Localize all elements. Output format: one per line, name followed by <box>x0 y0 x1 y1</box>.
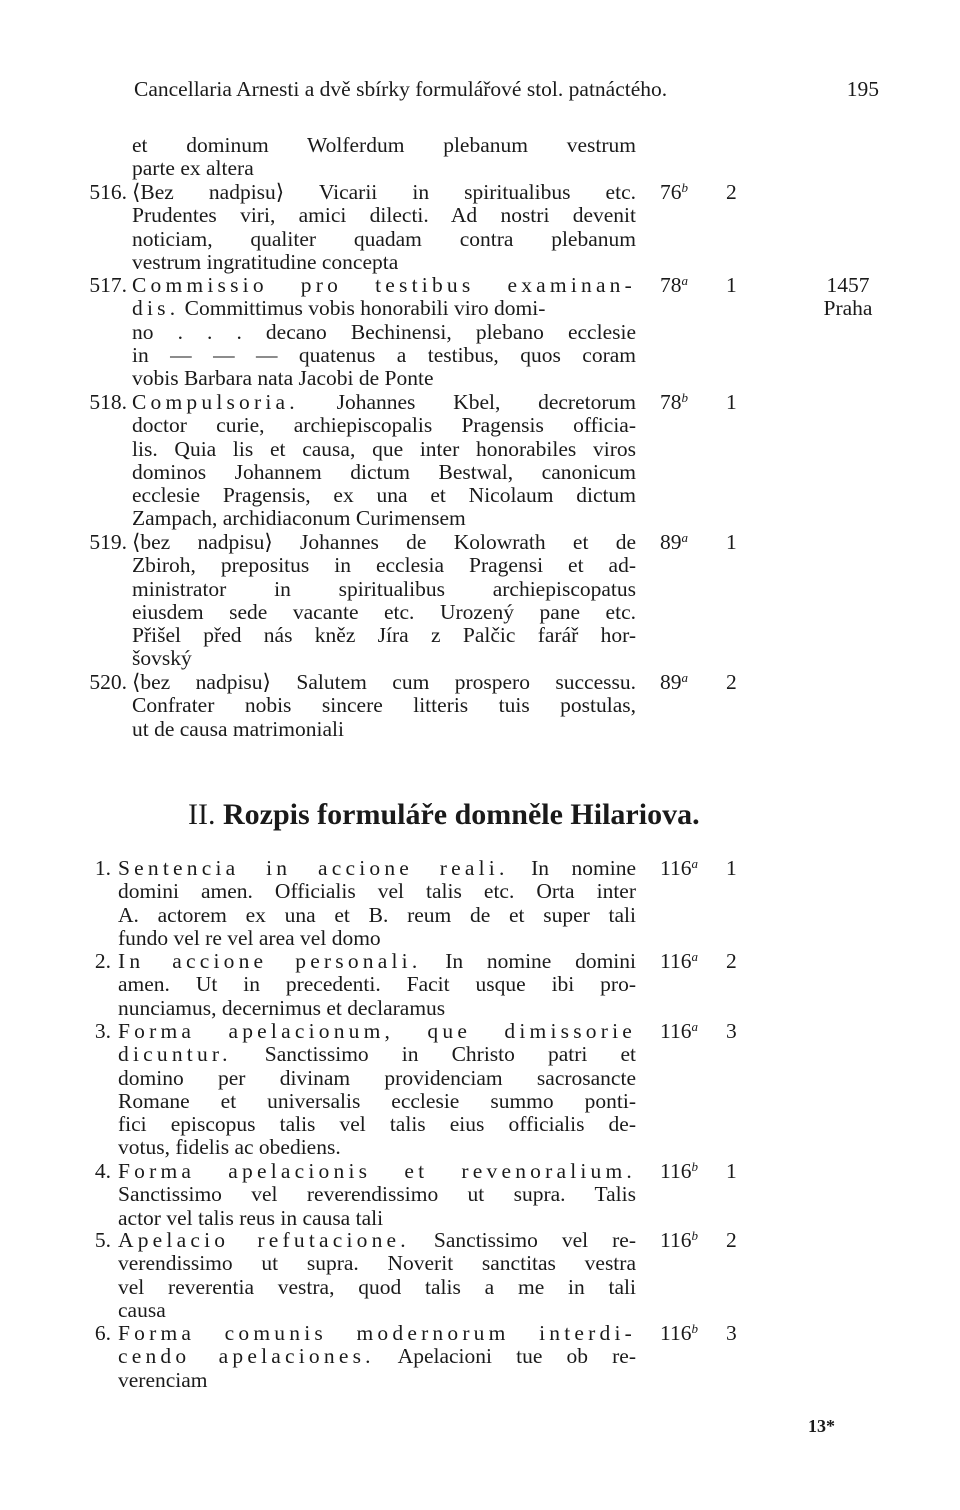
page-number: 195 <box>846 77 879 101</box>
column-reference: 2 <box>726 949 737 973</box>
text-line: actor vel talis reus in causa tali <box>118 1205 384 1230</box>
entry-number: 2. <box>94 949 111 973</box>
column-reference: 2 <box>726 670 737 694</box>
section-heading <box>188 795 788 835</box>
column-reference: 2 <box>726 180 737 204</box>
text-line: A. actorem ex una et B. reum de et super tali <box>118 902 636 927</box>
text-line: ministrator in spiritualibus archiepiscopatus <box>132 576 636 601</box>
text-line: causa <box>118 1297 166 1322</box>
entry-number: 516. <box>89 180 127 204</box>
column-reference: 3 <box>726 1321 737 1345</box>
note-year: 1457 <box>826 273 870 297</box>
folio-reference: 89$^a$ <box>660 670 688 694</box>
text-line: domino per divinam providenciam sacrosancte <box>118 1065 636 1090</box>
section-numeral: II. <box>188 798 216 831</box>
entry-number: 520. <box>89 670 127 694</box>
text-line: eiusdem sede vacante etc. Urozený pane etc. <box>132 599 636 624</box>
entry-title: Compulsoria. <box>132 390 299 414</box>
text-line: ut de causa matrimoniali <box>132 716 344 741</box>
text-line: Apelacio refutacione. Sanctissimo vel re- <box>118 1228 636 1252</box>
text-line: Prudentes viri, amici dilecti. Ad nostri devenit <box>132 203 636 228</box>
text-line: Přišel před nás kněz Jíra z Palčic farář hor- <box>132 623 636 648</box>
text-line: ⟨bez nadpisu⟩ Salutem cum prospero successu. <box>132 670 636 694</box>
text-line: Compulsoria. Johannes Kbel, decretorum <box>132 390 636 414</box>
entry-number: 1. <box>94 856 111 880</box>
entry-title: In accione personali. <box>118 949 422 973</box>
entry-number: 518. <box>89 390 127 414</box>
folio-reference: 78$^b$ <box>660 390 688 414</box>
text-line: ecclesie Pragensis, ex una et Nicolaum dictum <box>132 483 636 508</box>
folio-reference: 116$^a$ <box>660 1019 698 1043</box>
text-line: amen. Ut in precedenti. Facit usque ibi pro- <box>118 972 636 997</box>
column-reference: 1 <box>726 273 737 297</box>
entry-title: Commissio pro testibus examinan- <box>132 273 636 297</box>
folio-reference: 76$^b$ <box>660 180 688 204</box>
text-line: et dominum Wolferdum plebanum vestrum <box>132 133 636 157</box>
text-line: in — — — quatenus a testibus, quos coram <box>132 342 636 367</box>
entry-number: 519. <box>89 530 127 554</box>
entry-title: Forma apelacionis et revenoralium. <box>118 1159 636 1183</box>
text-line: Zbiroh, prepositus in ecclesia Pragensi et ad- <box>132 553 636 578</box>
text-line: dominos Johannem dictum Bestwal, canonicum <box>132 459 636 484</box>
text-line: ⟨bez nadpisu⟩ Johannes de Kolowrath et de <box>132 530 636 554</box>
entry-title: dicuntur. <box>118 1042 232 1067</box>
text-line: dicuntur. Sanctissimo in Christo patri et <box>118 1042 637 1067</box>
text-line: votus, fidelis ac obediens. <box>118 1135 341 1160</box>
folio-reference: 116$^a$ <box>660 856 698 880</box>
entry-number: 517. <box>89 273 127 297</box>
text-line: In accione personali. In nomine domini <box>118 949 636 973</box>
entry-number: 5. <box>94 1228 111 1252</box>
text-line: verenciam <box>118 1367 208 1392</box>
signature-mark: 13* <box>808 1416 835 1436</box>
entry-title: Forma comunis modernorum interdi- <box>118 1321 636 1345</box>
folio-reference: 89$^a$ <box>660 530 688 554</box>
entry-title: dis. <box>132 296 180 321</box>
folio-reference: 116$^b$ <box>660 1321 698 1345</box>
column-reference: 2 <box>726 1228 737 1252</box>
text-line: lis. Quia lis et causa, que inter honorabiles viros <box>132 436 636 461</box>
entry-title: Sentencia in accione reali. <box>118 856 509 880</box>
folio-reference: 116$^a$ <box>660 949 698 973</box>
note-place: Praha <box>823 296 873 321</box>
entry-number: 6. <box>94 1321 111 1345</box>
folio-reference: 116$^b$ <box>660 1159 698 1183</box>
column-reference: 1 <box>726 1159 737 1183</box>
section-title: Rozpis formuláře domněle Hilariova. <box>222 798 700 831</box>
text-line: Zampach, archidiaconum Curimensem <box>132 506 466 531</box>
text-line: verendissimo ut supra. Noverit sanctitas vestra <box>118 1251 636 1276</box>
text-line: Sentencia in accione reali. In nomine <box>118 856 636 880</box>
text-line: Romane et universalis ecclesie summo ponti- <box>118 1088 636 1113</box>
text-line: vel reverentia vestra, quod talis a me in tali <box>118 1274 636 1299</box>
text-line: cendo apelaciones. Apelacioni tue ob re- <box>118 1344 636 1369</box>
text-line: noticiam, qualiter quadam contra plebanum <box>132 226 636 251</box>
running-title: Cancellaria Arnesti a dvě sbírky formulářové stol. patnáctého. <box>134 77 668 101</box>
entry-number: 4. <box>94 1159 111 1183</box>
entry-title: Apelacio refutacione. <box>118 1228 410 1252</box>
text-line: Sanctissimo vel reverendissimo ut supra. Talis <box>118 1182 636 1207</box>
text-line: šovský <box>132 646 192 671</box>
text-line: vobis Barbara nata Jacobi de Ponte <box>132 366 434 391</box>
text-line: parte ex altera <box>132 156 254 181</box>
text-line: nunciamus, decernimus et declaramus <box>118 995 446 1020</box>
text-line: vestrum ingratitudine concepta <box>132 249 399 274</box>
text-line: no . . . decano Bechinensi, plebano ecclesie <box>132 319 636 344</box>
text-line: fici episcopus talis vel talis eius officialis de- <box>118 1112 636 1137</box>
text-line: doctor curie, archiepiscopalis Pragensis officia- <box>132 413 636 438</box>
entry-title: cendo apelaciones. <box>118 1344 375 1369</box>
entry-number: 3. <box>94 1019 111 1043</box>
column-reference: 1 <box>726 856 737 880</box>
text-line: fundo vel re vel area vel domo <box>118 925 381 950</box>
margin-note <box>800 274 896 321</box>
text-line: ⟨Bez nadpisu⟩ Vicarii in spiritualibus etc. <box>132 180 636 204</box>
text-line: domini amen. Officialis vel talis etc. Orta inter <box>118 879 636 904</box>
folio-reference: 78$^a$ <box>660 273 688 297</box>
column-reference: 3 <box>726 1019 737 1043</box>
folio-reference: 116$^b$ <box>660 1228 698 1252</box>
column-reference: 1 <box>726 530 737 554</box>
column-reference: 1 <box>726 390 737 414</box>
entry-title: Forma apelacionum, que dimissorie <box>118 1019 636 1043</box>
text-line: dis. Committimus vobis honorabili viro domi- <box>132 296 546 321</box>
text-line: Confrater nobis sincere litteris tuis postulas, <box>132 693 636 718</box>
